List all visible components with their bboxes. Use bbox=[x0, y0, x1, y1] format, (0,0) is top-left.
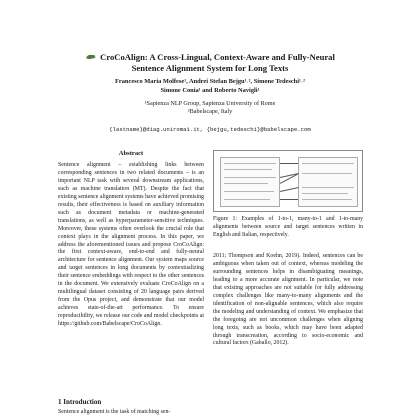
source-sentence bbox=[224, 199, 270, 200]
crocodile-logo-icon bbox=[85, 52, 97, 61]
source-sentence bbox=[224, 183, 268, 184]
source-sentence bbox=[224, 177, 276, 178]
abstract-heading: Abstract bbox=[118, 150, 144, 157]
abstract-text: Sentence alignment – establishing links between corresponding sentences in two related documents – is an important NLP task with several downstream applications, such as machine translation (MT). Despite the fact that existing sentence alignment systems have achieved promising results, their effectiveness is based on auxiliary information such as document metadata or machine-generated translations, as well as hyperparameter-sensitive techniques. Moreover, these systems often overlook the crucial role that context plays in the alignment process. In this paper, we address the aforementioned issues and propose CroCoAlign: the first context-aware, end-to-end and fully-neural architecture for sentence alignment. Our system maps source and target sentences in long documents by contextualizing their sentence embeddings with respect to the other sentences in the document. We extensively evaluate CroCoAlign on a multilingual dataset consisting of 20 language pairs derived from the Opus project, and demonstrate that our model achieves state-of-the-art performance. To ensure reproducibility, we release our code and model checkpoints at https://github.com/Babelscape/CroCoAlign. bbox=[58, 162, 204, 328]
target-sentence bbox=[302, 193, 348, 194]
target-sentence bbox=[302, 199, 352, 200]
target-sentence bbox=[302, 163, 354, 164]
source-sentence bbox=[224, 163, 276, 164]
affiliation-2: ²Babelscape, Italy bbox=[187, 108, 233, 116]
source-sentence bbox=[224, 191, 274, 192]
author-list bbox=[40, 78, 380, 95]
author-emails: {lastname}@diag.uniroma1.it, {bejgu,tedeschi}@babelscape.com bbox=[109, 126, 311, 133]
target-sentence bbox=[302, 173, 352, 174]
authors-line-1: Francesco Maria Molfese¹, Andrei Stefan Bejgu¹˒², Simone Tedeschi¹˒² bbox=[115, 78, 305, 85]
figure-1 bbox=[213, 150, 363, 212]
source-sentence bbox=[224, 169, 272, 170]
title-line-1: CroCoAlign: A Cross-Lingual, Context-Aware and Fully-Neural bbox=[100, 52, 335, 62]
title-line-2: Sentence Alignment System for Long Texts bbox=[131, 63, 289, 73]
target-sentence bbox=[302, 187, 354, 188]
alignment-link bbox=[280, 199, 298, 200]
alignment-link bbox=[280, 163, 298, 164]
authors-line-2: Simone Conia¹ and Roberto Navigli¹ bbox=[160, 86, 260, 94]
alignment-link bbox=[280, 187, 299, 192]
paper-title bbox=[40, 52, 380, 74]
affiliations bbox=[40, 100, 380, 117]
body-text-right-column: 2011; Thompson and Koehn, 2019). Indeed, sentences can be ambiguous when taken out of context, whereas modeling the surrounding sentences helps in disambiguating meanings, leading to a more accurate alignment. In particular, we note that existing approaches are not suitable for fully addressing complex challenges like many-to-many alignments and the identification of non-alignable sentences, which also require the modeling and understanding of context. We emphasize that the foregoing are not uncommon challenges when aligning long texts, such as books, which may have been adapted through transcreation, according to socio-economic and cultural factors (Gaballo, 2012). bbox=[213, 253, 363, 347]
affiliation-1: ¹Sapienza NLP Group, Sapienza University of Rome bbox=[144, 100, 276, 107]
introduction-text: Sentence alignment is the task of matching sen- bbox=[58, 409, 171, 415]
figure-1-caption: Figure 1: Examples of 1-to-1, many-to-1 and 1-to-many alignments between source and target sentences written in English and Italian, respectively. bbox=[213, 216, 363, 238]
introduction-heading: 1 Introduction bbox=[58, 398, 102, 406]
